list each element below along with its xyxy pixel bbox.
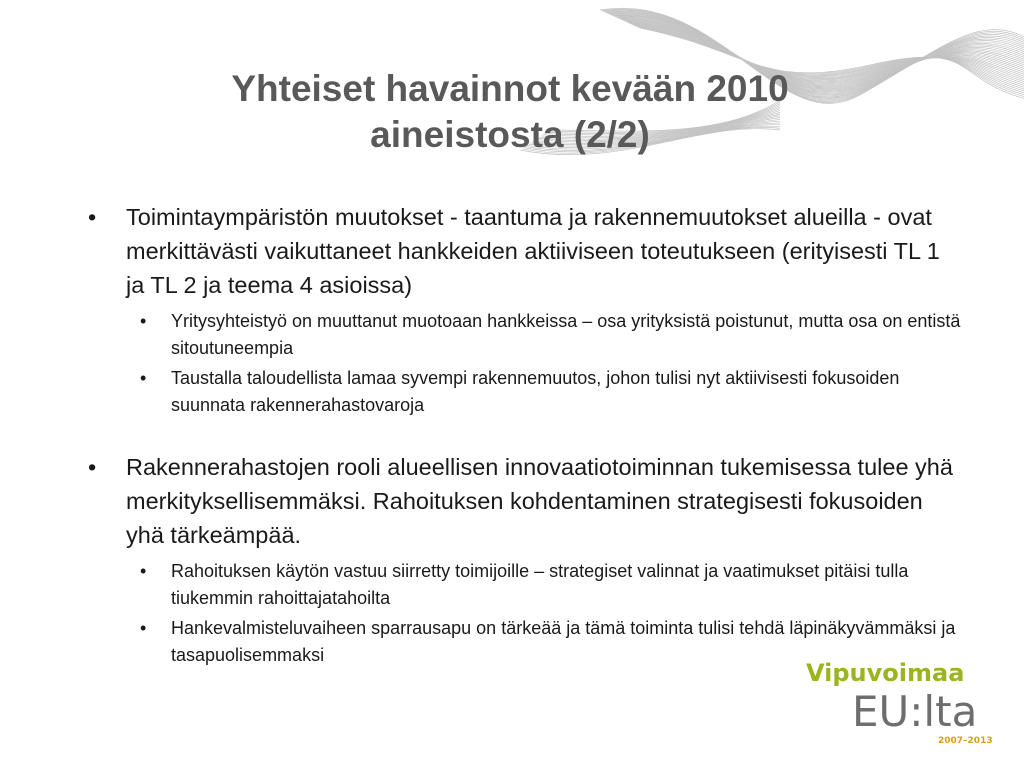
bullet-dot-icon: •	[88, 454, 97, 480]
bullet-dot-icon: •	[88, 204, 97, 230]
sub-bullet-text: Hankevalmisteluvaiheen sparrausapu on tärkeää ja tämä toiminta tulisi tehdä läpinäkyvämmäksi ja tasapuolisemmaksi	[171, 618, 956, 665]
bullet-group-1	[82, 200, 962, 422]
sub-bullet-dot-icon: •	[140, 311, 147, 331]
svg-text:2007–2013: 2007–2013	[938, 736, 993, 746]
sub-bullet-item	[126, 365, 962, 419]
sub-bullet-dot-icon: •	[140, 561, 147, 581]
sub-bullet-list	[126, 558, 962, 669]
bullet-item	[82, 200, 962, 302]
svg-text:EU:lta: EU:lta	[852, 687, 978, 736]
sub-bullet-text: Yritysyhteistyö on muuttanut muotoaan hankkeissa – osa yrityksistä poistunut, mutta osa on entistä sitoutuneempia	[171, 311, 961, 358]
bullet-item	[82, 450, 962, 552]
sub-bullet-list	[126, 308, 962, 419]
slide-title	[130, 66, 890, 158]
sub-bullet-dot-icon: •	[140, 618, 147, 638]
sub-bullet-item	[126, 558, 962, 612]
sub-bullet-text: Taustalla taloudellista lamaa syvempi rakennemuutos, johon tulisi nyt aktiivisesti fokusoiden suunnata rakennerahastovaroja	[171, 368, 900, 415]
sub-bullet-dot-icon: •	[140, 368, 147, 388]
sub-bullet-text: Rahoituksen käytön vastuu siirretty toimijoille – strategiset valinnat ja vaatimukset pitäisi tulla tiukemmin rahoittajatahoilta	[171, 561, 909, 608]
bullet-text: Rakennerahastojen rooli alueellisen innovaatiotoiminnan tukemisessa tulee yhä merkityksellisemmäksi. Rahoituksen kohdentaminen strategisesti fokusoiden yhä tärkeämpää.	[126, 454, 953, 548]
vipuvoimaa-eulta-logo	[800, 655, 1010, 750]
bullet-text: Toimintaympäristön muutokset - taantuma ja rakennemuutokset alueilla - ovat merkittävästi vaikuttaneet hankkeiden aktiiviseen toteutukseen (erityisesti TL 1 ja TL 2 ja teema 4 asioissa)	[126, 204, 940, 298]
svg-text:Vipuvoimaa: Vipuvoimaa	[806, 659, 965, 687]
bullet-group-2	[82, 450, 962, 672]
slide-title-line-2: aineistosta (2/2)	[370, 114, 650, 155]
sub-bullet-item	[126, 308, 962, 362]
slide-title-line-1: Yhteiset havainnot kevään 2010	[231, 68, 789, 109]
